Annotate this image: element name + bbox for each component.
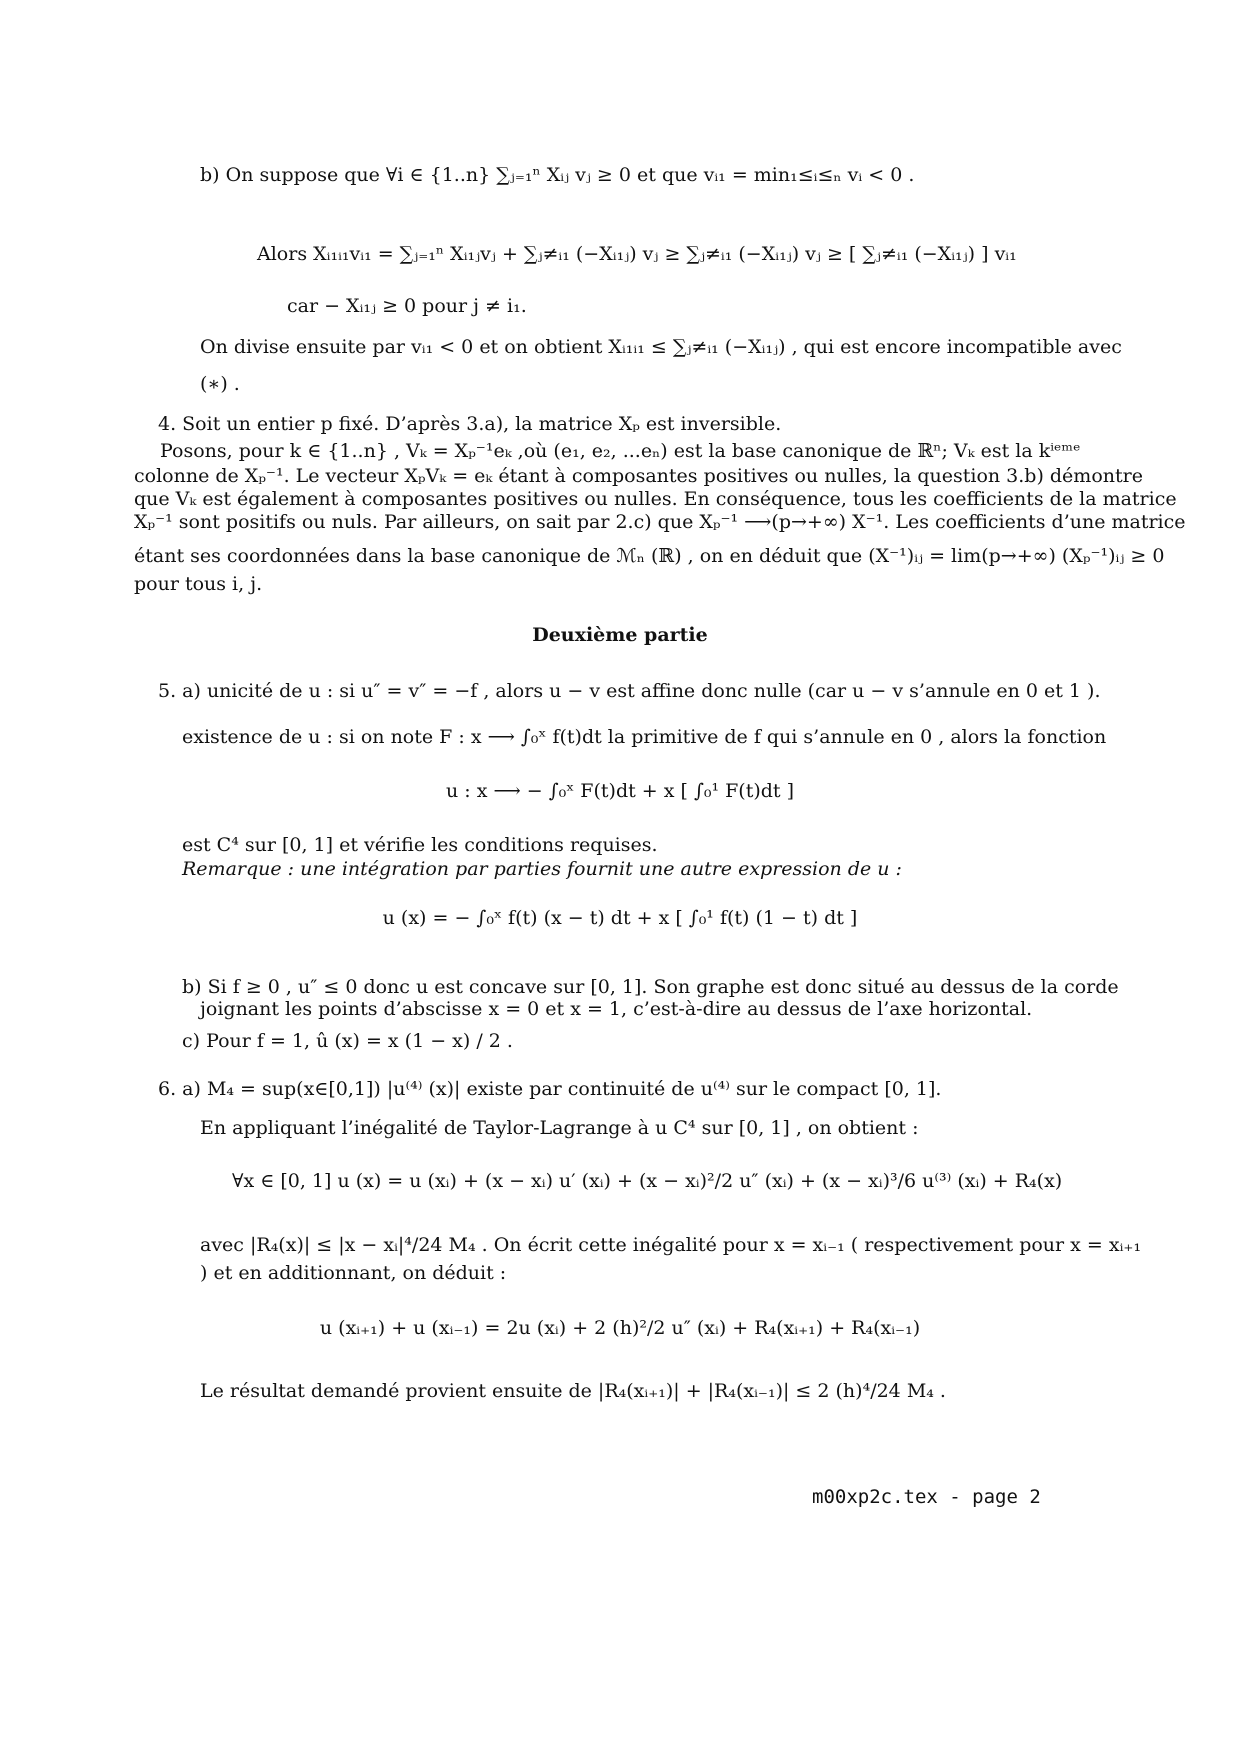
section-title: Deuxième partie	[532, 624, 708, 646]
q6a-taylor-intro: En appliquant l’inégalité de Taylor-Lagrange à u C⁴ sur [0, 1] , on obtient :	[200, 1117, 919, 1139]
q5a-remark: Remarque : une intégration par parties fournit une autre expression de u :	[182, 858, 902, 880]
q3b-head: b) On suppose que ∀i ∈ {1..n} ∑ⱼ₌₁ⁿ Xᵢⱼ vⱼ ≥ 0 et que vᵢ₁ = min₁≤ᵢ≤ₙ vᵢ < 0 .	[200, 164, 915, 186]
q5b-line1: b) Si f ≥ 0 , u″ ≤ 0 donc u est concave sur [0, 1]. Son graphe est donc situé au dessus de la corde	[182, 976, 1119, 998]
q4-line1: Posons, pour k ∈ {1..n} , Vₖ = Xₚ⁻¹eₖ ,où (e₁, e₂, ...eₙ) est la base canonique de ℝⁿ; Vₖ est la kⁱᵉᵐᵉ	[160, 440, 1081, 462]
q4-line4: Xₚ⁻¹ sont positifs ou nuls. Par ailleurs, on sait par 2.c) que Xₚ⁻¹ ⟶(p→+∞) X⁻¹. Les coefficients d’une matrice	[134, 511, 1186, 533]
q5b-line2: joignant les points d’abscisse x = 0 et x = 1, c’est-à-dire au dessus de l’axe horizontal.	[200, 998, 1033, 1020]
q6a-equation: u (xᵢ₊₁) + u (xᵢ₋₁) = 2u (xᵢ) + 2 (h)²/2 u″ (xᵢ) + R₄(xᵢ₊₁) + R₄(xᵢ₋₁)	[319, 1317, 921, 1339]
q4-line6: pour tous i, j.	[134, 573, 263, 595]
q4-line2: colonne de Xₚ⁻¹. Le vecteur XₚVₖ = eₖ étant à composantes positives ou nulles, la question 3.b) démontre	[134, 465, 1143, 487]
q5a-existence: existence de u : si on note F : x ⟶ ∫₀ˣ f(t)dt la primitive de f qui s’annule en 0 , alors la fonction	[182, 726, 1107, 748]
q6a-taylor-formula: ∀x ∈ [0, 1] u (x) = u (xᵢ) + (x − xᵢ) u′ (xᵢ) + (x − xᵢ)²/2 u″ (xᵢ) + (x − xᵢ)³/6 u⁽³⁾ (xᵢ) + R₄(x)	[232, 1170, 1063, 1192]
q4-line5: étant ses coordonnées dans la base canonique de ℳₙ (ℝ) , on en déduit que (X⁻¹)ᵢⱼ = lim(p→+∞) (Xₚ⁻¹)ᵢⱼ ≥ 0	[134, 545, 1165, 567]
q5a-formula: u : x ⟶ − ∫₀ˣ F(t)dt + x [ ∫₀¹ F(t)dt ]	[445, 780, 795, 802]
q4-line3: que Vₖ est également à composantes positives ou nulles. En conséquence, tous les coefficients de la matrice	[134, 488, 1177, 510]
q4-head: 4. Soit un entier p fixé. D’après 3.a), la matrice Xₚ est inversible.	[158, 413, 782, 435]
q3b-equation: Alors Xᵢ₁ᵢ₁vᵢ₁ = ∑ⱼ₌₁ⁿ Xᵢ₁ⱼvⱼ + ∑ⱼ≠ᵢ₁ (−Xᵢ₁ⱼ) vⱼ ≥ ∑ⱼ≠ᵢ₁ (−Xᵢ₁ⱼ) vⱼ ≥ [ ∑ⱼ≠ᵢ₁ (−Xᵢ₁ⱼ) ] vᵢ₁	[257, 243, 1017, 265]
q3b-divide: On divise ensuite par vᵢ₁ < 0 et on obtient Xᵢ₁ᵢ₁ ≤ ∑ⱼ≠ᵢ₁ (−Xᵢ₁ⱼ) , qui est encore incompatible avec	[200, 336, 1122, 358]
q6a-head: 6. a) M₄ = sup(x∈[0,1]) |u⁽⁴⁾ (x)| existe par continuité de u⁽⁴⁾ sur le compact [0, 1].	[158, 1078, 942, 1100]
q5a-regularity: est C⁴ sur [0, 1] et vérifie les conditions requises.	[182, 834, 658, 856]
q3b-car: car − Xᵢ₁ⱼ ≥ 0 pour j ≠ i₁.	[287, 295, 527, 317]
q6a-sum: ) et en additionnant, on déduit :	[200, 1262, 507, 1284]
q3b-star: (∗) .	[200, 373, 240, 395]
q5a-uniqueness: 5. a) unicité de u : si u″ = v″ = −f , alors u − v est affine donc nulle (car u − v s’annule en 0 et 1 ).	[158, 680, 1101, 702]
q6a-avec: avec |R₄(x)| ≤ |x − xᵢ|⁴/24 M₄ . On écrit cette inégalité pour x = xᵢ₋₁ ( respectivement pour x = xᵢ₊₁	[200, 1234, 1142, 1256]
page-footer: m00xp2c.tex - page 2	[812, 1486, 1041, 1508]
q5a-formula2: u (x) = − ∫₀ˣ f(t) (x − t) dt + x [ ∫₀¹ f(t) (1 − t) dt ]	[382, 907, 858, 929]
q6a-result: Le résultat demandé provient ensuite de |R₄(xᵢ₊₁)| + |R₄(xᵢ₋₁)| ≤ 2 (h)⁴/24 M₄ .	[200, 1380, 946, 1402]
q5c: c) Pour f = 1, û (x) = x (1 − x) / 2 .	[182, 1030, 513, 1052]
